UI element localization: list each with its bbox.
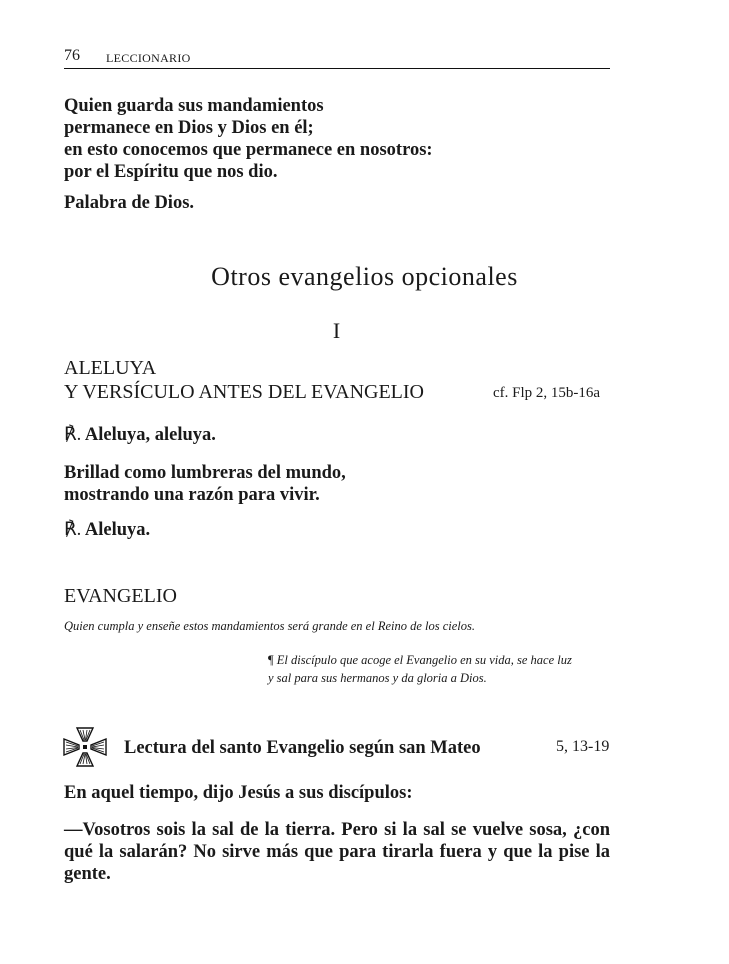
gospel-heading: EVANGELIO [64,585,177,607]
alleluia-citation: cf. Flp 2, 15b-16a [493,385,601,401]
response-symbol: ℟. [64,425,82,445]
body-line: —Vosotros sois la sal de la tierra. Pero si la sal se vuelve sosa, ¿con [64,820,610,840]
response-symbol: ℟. [64,520,82,540]
response-line [64,519,150,541]
verse-line: en esto conocemos que permanece en nosotros: [64,140,433,160]
response-text: Aleluya. [84,520,151,540]
reading-title: Lectura del santo Evangelio según san Mateo [124,738,481,758]
cross-icon [63,727,107,767]
reading-body [64,819,610,885]
verse-line: permanece en Dios y Dios en él; [64,118,314,138]
running-title: LECCIONARIO [106,51,191,65]
section-numeral: I [332,318,341,343]
section-title: Otros evangelios opcionales [211,262,518,291]
verse-line: Brillad como lumbreras del mundo, [64,463,346,483]
gospel-note [268,651,572,687]
verse-block [64,95,433,183]
body-line: gente. [64,864,111,884]
verse-before-gospel-heading: Y VERSÍCULO ANTES DEL EVANGELIO [64,381,424,403]
body-line: qué la salarán? No sirve más que para tirarla fuera y que la pise la [64,842,610,862]
header-rule [64,68,610,69]
alleluia-heading: ALELUYA [64,357,157,379]
note-line: El discípulo que acoge el Evangelio en su vida, se hace luz [276,653,572,667]
response-text: Aleluya, aleluya. [84,425,216,445]
palabra-de-dios: Palabra de Dios. [64,193,195,213]
verse-line: mostrando una razón para vivir. [64,485,320,505]
response-line [64,424,216,446]
gospel-subtitle: Quien cumpla y enseñe estos mandamientos será grande en el Reino de los cielos. [64,619,476,633]
note-line: y sal para sus hermanos y da gloria a Dios. [268,671,487,685]
verse-line: por el Espíritu que nos dio. [64,162,278,182]
verse-line: Quien guarda sus mandamientos [64,96,324,116]
alleluia-verse [64,462,346,506]
reading-reference: 5, 13-19 [556,738,610,755]
page-number: 76 [64,47,80,64]
pilcrow-symbol: ¶ [268,653,274,667]
reading-intro: En aquel tiempo, dijo Jesús a sus discípulos: [64,783,413,803]
